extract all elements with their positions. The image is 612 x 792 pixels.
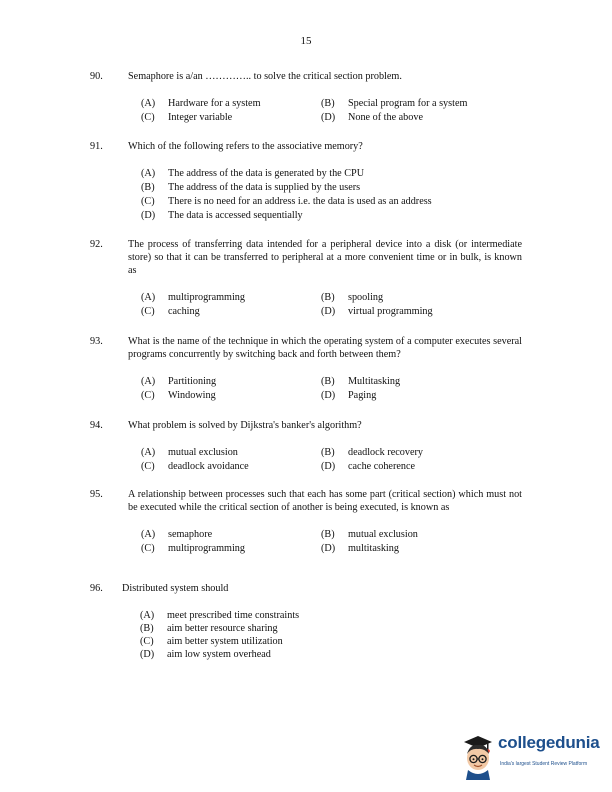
question-93 <box>90 335 522 403</box>
option-d: (D) virtual programming <box>321 306 433 317</box>
option-a: (A) The address of the data is generated by the CPU <box>141 168 365 179</box>
question-text: Which of the following refers to the associative memory? <box>128 141 363 152</box>
option-b: (B) aim better resource sharing <box>140 623 278 634</box>
option-d: (D) multitasking <box>321 543 399 554</box>
option-d: (D) cache coherence <box>321 461 416 472</box>
option-d: (D) aim low system overhead <box>140 649 271 660</box>
question-text: Distributed system should <box>122 583 229 594</box>
option-c: (C) There is no need for an address i.e. the data is used as an address <box>141 196 432 207</box>
question-number: 92. <box>90 239 103 250</box>
options-grid <box>141 291 522 319</box>
option-c: (C) caching <box>141 306 200 317</box>
question-92 <box>90 238 522 319</box>
option-a: (A) Partitioning <box>141 376 217 387</box>
option-c: (C) deadlock avoidance <box>141 461 249 472</box>
question-95 <box>90 488 522 556</box>
option-a: (A) mutual exclusion <box>141 447 238 458</box>
question-96 <box>90 582 522 661</box>
option-b: (B) spooling <box>321 292 384 303</box>
option-a: (A) multiprogramming <box>141 292 245 303</box>
option-b: (B) deadlock recovery <box>321 447 423 458</box>
options-grid <box>141 446 522 474</box>
option-b: (B) mutual exclusion <box>321 529 418 540</box>
option-c: (C) aim better system utilization <box>140 636 283 647</box>
option-b: (B) Special program for a system <box>321 98 468 109</box>
question-94 <box>90 419 522 474</box>
logo-tagline: India's largest Student Review Platform <box>500 761 588 767</box>
mascot-icon <box>460 732 496 780</box>
options-list <box>140 609 522 661</box>
option-b: (B) Multitasking <box>321 376 401 387</box>
option-d: (D) None of the above <box>321 112 423 123</box>
options-grid <box>141 375 522 403</box>
question-number: 93. <box>90 336 103 347</box>
question-90 <box>90 70 522 125</box>
question-text: A relationship between processes such that each has some part (critical section) which must not be executed while the critical section of another is being executed, is known as <box>128 489 522 513</box>
option-a: (A) semaphore <box>141 529 213 540</box>
options-list <box>141 167 522 223</box>
question-number: 94. <box>90 420 103 431</box>
question-number: 90. <box>90 71 103 82</box>
page-number: 15 <box>300 35 312 47</box>
options-grid <box>141 97 522 125</box>
option-a: (A) Hardware for a system <box>141 98 261 109</box>
question-text: What problem is solved by Dijkstra's banker's algorithm? <box>128 420 362 431</box>
question-number: 95. <box>90 489 103 500</box>
collegedunia-logo <box>460 732 608 780</box>
option-c: (C) multiprogramming <box>141 543 245 554</box>
question-number: 91. <box>90 141 103 152</box>
question-number: 96. <box>90 583 103 594</box>
logo-wordmark: collegedunia <box>498 733 600 752</box>
option-c: (C) Integer variable <box>141 112 233 123</box>
question-text: The process of transferring data intended for a peripheral device into a disk (or intermediate store) so that it can be transferred to peripheral at a more convenient time or in bulk, is known as <box>128 239 522 276</box>
options-grid <box>141 528 522 556</box>
option-d: (D) Paging <box>321 390 377 401</box>
option-d: (D) The data is accessed sequentially <box>141 210 303 221</box>
option-a: (A) meet prescribed time constraints <box>140 610 300 621</box>
question-91 <box>90 140 522 223</box>
option-b: (B) The address of the data is supplied by the users <box>141 182 361 193</box>
question-text: What is the name of the technique in which the operating system of a computer executes several programs concurrently by switching back and forth between them? <box>128 336 522 360</box>
question-text: Semaphore is a/an ………….. to solve the critical section problem. <box>128 71 402 82</box>
option-c: (C) Windowing <box>141 390 216 401</box>
